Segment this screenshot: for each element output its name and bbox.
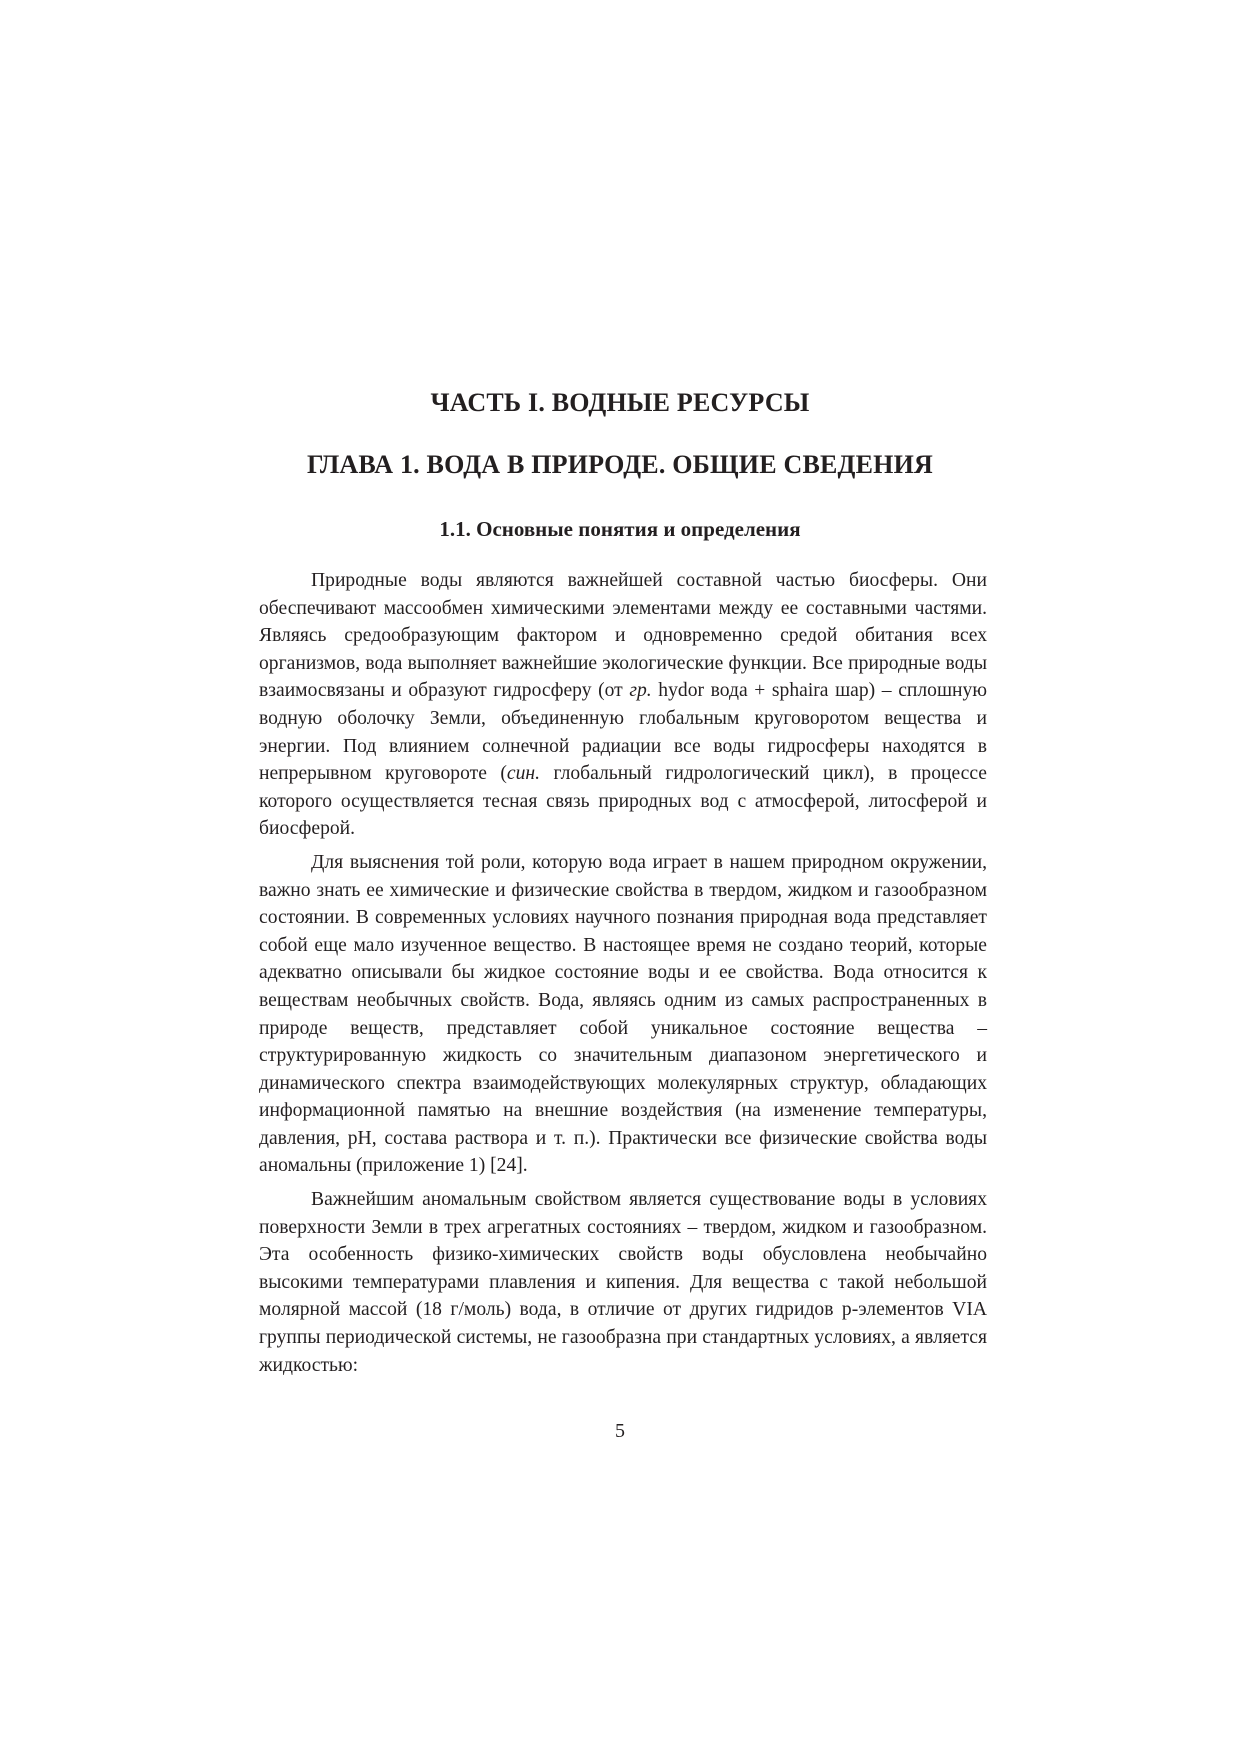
paragraph-1-text-b: hydor вода + sphaira шар) – сплошную водную оболочку Земли, объединенную глобальным круговоротом вещества и энергии. Под влиянием солнечной радиации все воды гидросферы находятся в непрерывном круговороте ( (259, 680, 987, 785)
paragraph-3: Важнейшим аномальным свойством является существование воды в условиях поверхности Земли в трех агрегатных состояниях – твердом, жидком и газообразном. Эта особенность физико-химических свойств воды обусловлена необычайно высокими температурами плавления и кипения. Для вещества с такой небольшой молярной массой (18 г/моль) вода, в отличие от других гидридов p-элементов VIA группы периодической системы, не газообразна при стандартных условиях, а является жидкостью: (259, 1189, 987, 1376)
page-number: 5 (615, 1420, 625, 1442)
abbreviation-synonym: син. (506, 763, 541, 785)
paragraph-1-text-c: глобальный гидрологический цикл), в процессе которого осуществляется тесная связь природных вод с атмосферой, литосферой и биосферой. (259, 763, 988, 840)
paragraph-2: Для выяснения той роли, которую вода играет в нашем природном окружении, важно знать ее химические и физические свойства в твердом, жидком и газообразном состоянии. В современных условиях научного познания природная вода представляет собой еще мало изученное вещество. В настоящее время не создано теорий, которые адекватно описывали бы жидкое состояние воды и ее свойства. Вода относится к веществам необычных свойств. Вода, являясь одним из самых распространенных в природе веществ, представляет собой уникальное состояние вещества – структурированную жидкость со значительным диапазоном энергетического и динамического спектра взаимодействующих молекулярных структур, обладающих информационной памятью на внешние воздействия (на изменение температуры, давления, pH, состава раствора и т. п.). Практически все физические свойства воды аномальны (приложение 1) [24]. (259, 851, 987, 1177)
abbreviation-greek: гр. (629, 680, 652, 702)
paragraph-1-text-a: Природные воды являются важнейшей составной частью биосферы. Они обеспечивают массообмен химическими элементами между ее составными частями. Являясь средообразующим фактором и одновременно средой обитания всех организмов, вода выполняет важнейшие экологические функции. Все природные воды взаимосвязаны и образуют гидросферу (от (259, 570, 987, 702)
chapter-title: ГЛАВА 1. ВОДА В ПРИРОДЕ. ОБЩИЕ СВЕДЕНИЯ (307, 450, 933, 479)
part-title: ЧАСТЬ I. ВОДНЫЕ РЕСУРСЫ (430, 388, 810, 417)
paragraph-1 (259, 567, 987, 843)
section-title: 1.1. Основные понятия и определения (439, 517, 801, 541)
body-text (259, 567, 987, 1385)
